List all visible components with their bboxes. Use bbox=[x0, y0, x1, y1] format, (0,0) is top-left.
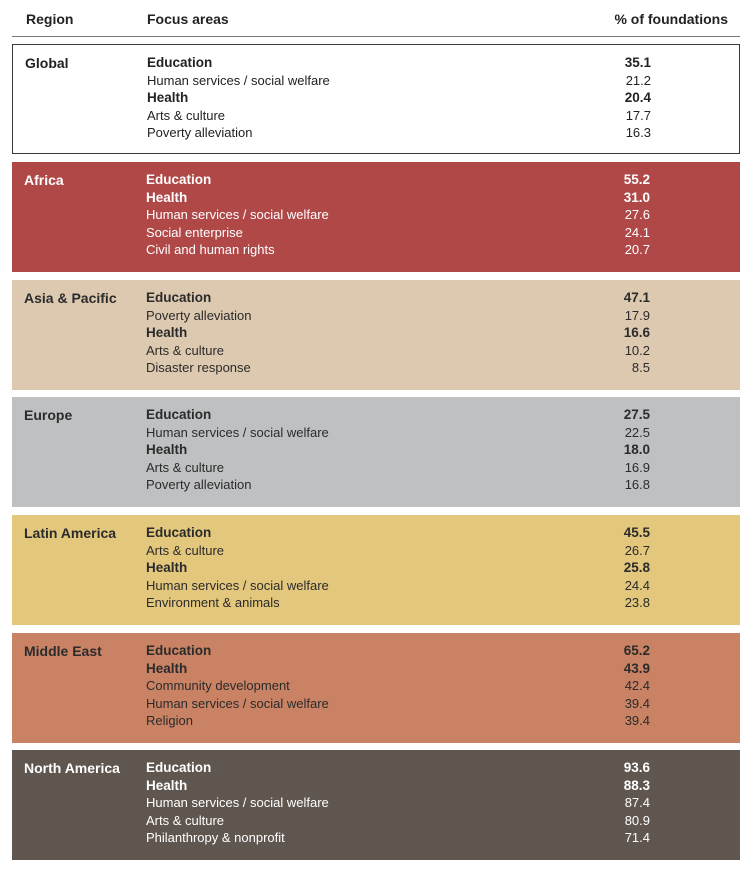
table-row bbox=[147, 54, 651, 72]
percent-value: 22.5 bbox=[624, 424, 650, 440]
table-row bbox=[146, 594, 650, 612]
region-block-latin-america bbox=[12, 515, 740, 625]
focus-area-label: Arts & culture bbox=[146, 542, 225, 558]
table-header bbox=[12, 0, 740, 37]
focus-area-label: Human services / social welfare bbox=[146, 424, 329, 440]
focus-area-label: Health bbox=[146, 560, 188, 576]
focus-area-label: Human services / social welfare bbox=[146, 577, 329, 593]
region-block-asia-pacific bbox=[12, 280, 740, 390]
percent-value: 17.7 bbox=[625, 107, 651, 123]
percent-value: 39.4 bbox=[624, 713, 650, 729]
focus-area-label: Poverty alleviation bbox=[146, 477, 252, 493]
region-name: Europe bbox=[24, 407, 73, 423]
percent-value: 71.4 bbox=[624, 830, 650, 846]
table-row bbox=[146, 359, 650, 377]
focus-area-label: Human services / social welfare bbox=[147, 72, 330, 88]
focus-area-label: Disaster response bbox=[146, 360, 251, 376]
percent-value: 65.2 bbox=[623, 643, 650, 658]
percent-value: 26.7 bbox=[624, 542, 650, 558]
focus-area-label: Education bbox=[146, 172, 212, 187]
focus-area-label: Arts & culture bbox=[147, 107, 226, 123]
focus-area-label: Arts & culture bbox=[146, 342, 225, 358]
focus-area-label: Human services / social welfare bbox=[146, 795, 329, 811]
focus-area-list bbox=[146, 406, 650, 494]
table-row bbox=[146, 829, 650, 847]
region-name: Africa bbox=[24, 172, 64, 188]
focus-area-label: Human services / social welfare bbox=[146, 207, 329, 223]
percent-value: 20.7 bbox=[624, 242, 650, 258]
percent-value: 17.9 bbox=[624, 307, 650, 323]
percent-value: 27.6 bbox=[624, 207, 650, 223]
focus-area-label: Health bbox=[147, 90, 189, 106]
focus-area-list bbox=[146, 642, 650, 730]
focus-area-label: Social enterprise bbox=[146, 224, 243, 240]
table-row bbox=[146, 171, 650, 189]
percent-value: 47.1 bbox=[623, 290, 650, 305]
focus-area-label: Education bbox=[146, 407, 212, 422]
focus-area-label: Health bbox=[146, 325, 188, 341]
percent-value: 80.9 bbox=[624, 812, 650, 828]
focus-area-label: Health bbox=[146, 442, 188, 458]
percent-value: 42.4 bbox=[624, 678, 650, 694]
region-name: Latin America bbox=[24, 525, 117, 541]
percent-value: 88.3 bbox=[623, 777, 650, 793]
percent-column-header: % of foundations bbox=[614, 11, 728, 27]
table-row bbox=[146, 441, 650, 459]
percent-value: 87.4 bbox=[624, 795, 650, 811]
region-block-africa bbox=[12, 162, 740, 272]
table-row bbox=[146, 794, 650, 812]
focus-area-list bbox=[146, 759, 650, 847]
percent-value: 93.6 bbox=[623, 760, 650, 775]
table-row bbox=[146, 307, 650, 325]
table-row bbox=[147, 124, 651, 142]
focus-area-label: Education bbox=[146, 760, 212, 775]
focus-area-label: Health bbox=[146, 189, 188, 205]
focus-area-label: Philanthropy & nonprofit bbox=[146, 830, 285, 846]
table-row bbox=[146, 542, 650, 560]
percent-value: 20.4 bbox=[624, 90, 651, 106]
focus-area-list bbox=[146, 524, 650, 612]
percent-value: 18.0 bbox=[623, 442, 650, 458]
focus-area-list bbox=[147, 54, 651, 142]
focus-area-label: Education bbox=[146, 290, 212, 305]
table-row bbox=[146, 642, 650, 660]
region-name: Middle East bbox=[24, 643, 102, 659]
focus-area-label: Health bbox=[146, 777, 188, 793]
table-row bbox=[146, 660, 650, 678]
percent-value: 8.5 bbox=[631, 360, 650, 376]
table-row bbox=[146, 476, 650, 494]
table-row bbox=[146, 777, 650, 795]
table-row bbox=[146, 342, 650, 360]
table-row bbox=[146, 224, 650, 242]
table-row bbox=[147, 107, 651, 125]
percent-value: 31.0 bbox=[623, 189, 650, 205]
percent-value: 39.4 bbox=[624, 695, 650, 711]
table-row bbox=[146, 189, 650, 207]
focus-area-label: Civil and human rights bbox=[146, 242, 275, 258]
table-row bbox=[146, 677, 650, 695]
table-row bbox=[146, 406, 650, 424]
percent-value: 43.9 bbox=[623, 660, 650, 676]
percent-value: 35.1 bbox=[624, 55, 651, 70]
table-row bbox=[146, 524, 650, 542]
focus-area-label: Education bbox=[146, 643, 212, 658]
focus-area-label: Poverty alleviation bbox=[146, 307, 252, 323]
focus-area-label: Education bbox=[147, 55, 213, 70]
focus-area-label: Education bbox=[146, 525, 212, 540]
region-block-north-america bbox=[12, 750, 740, 860]
focus-area-label: Arts & culture bbox=[146, 459, 225, 475]
percent-value: 25.8 bbox=[623, 560, 650, 576]
table-row bbox=[146, 459, 650, 477]
percent-value: 45.5 bbox=[623, 525, 650, 540]
table-row bbox=[146, 206, 650, 224]
focus-area-label: Health bbox=[146, 660, 188, 676]
table-row bbox=[146, 812, 650, 830]
table-row bbox=[147, 72, 651, 90]
percent-value: 55.2 bbox=[623, 172, 650, 187]
focus-area-label: Religion bbox=[146, 713, 193, 729]
table-row bbox=[146, 289, 650, 307]
focus-area-label: Community development bbox=[146, 678, 290, 694]
focus-area-list bbox=[146, 171, 650, 259]
percent-value: 16.6 bbox=[623, 325, 650, 341]
region-name: Global bbox=[25, 55, 69, 71]
percent-value: 16.3 bbox=[625, 125, 651, 141]
region-block-global bbox=[12, 44, 740, 154]
table-row bbox=[146, 559, 650, 577]
percent-value: 24.1 bbox=[624, 224, 650, 240]
percent-value: 24.4 bbox=[624, 577, 650, 593]
region-column-header: Region bbox=[26, 11, 74, 27]
percent-value: 16.9 bbox=[624, 459, 650, 475]
region-name: Asia & Pacific bbox=[24, 290, 117, 306]
region-block-europe bbox=[12, 397, 740, 507]
region-block-middle-east bbox=[12, 633, 740, 743]
percent-value: 16.8 bbox=[624, 477, 650, 493]
table-row bbox=[146, 577, 650, 595]
focus-area-list bbox=[146, 289, 650, 377]
table-row bbox=[146, 241, 650, 259]
table-row bbox=[147, 89, 651, 107]
table-row bbox=[146, 324, 650, 342]
percent-value: 21.2 bbox=[625, 72, 651, 88]
percent-value: 10.2 bbox=[624, 342, 650, 358]
focus-area-label: Environment & animals bbox=[146, 595, 280, 611]
focus-area-label: Poverty alleviation bbox=[147, 125, 253, 141]
table-row bbox=[146, 712, 650, 730]
focus-areas-column-header: Focus areas bbox=[147, 11, 229, 27]
region-name: North America bbox=[24, 760, 120, 776]
percent-value: 23.8 bbox=[624, 595, 650, 611]
table-row bbox=[146, 759, 650, 777]
table-row bbox=[146, 424, 650, 442]
percent-value: 27.5 bbox=[623, 407, 650, 422]
table-row bbox=[146, 695, 650, 713]
focus-area-label: Human services / social welfare bbox=[146, 695, 329, 711]
focus-area-label: Arts & culture bbox=[146, 812, 225, 828]
